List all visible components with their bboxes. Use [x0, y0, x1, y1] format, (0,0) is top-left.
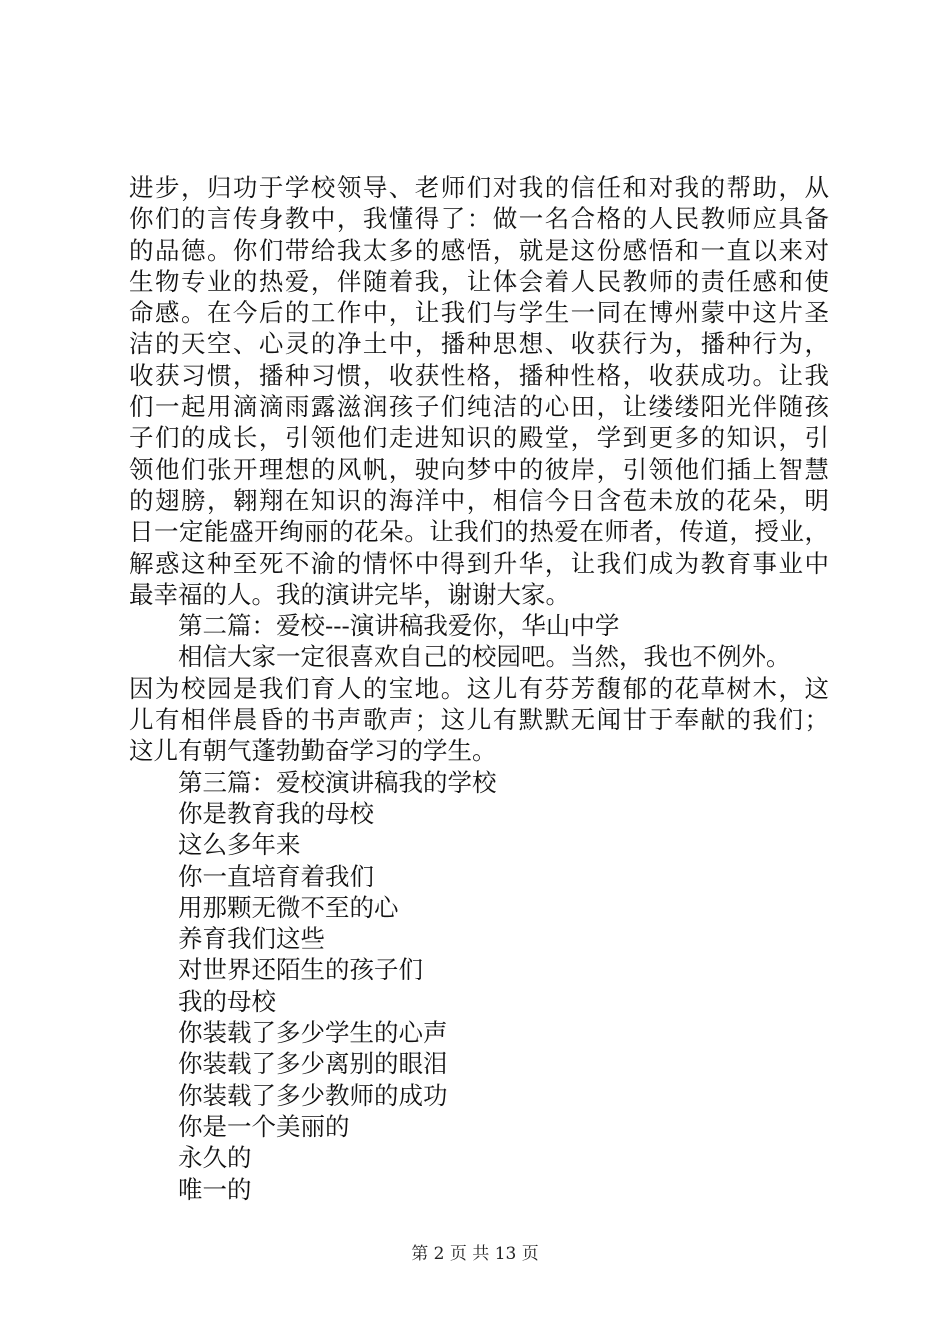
poem-line: 用那颗无微不至的心	[178, 892, 399, 922]
text-line: 洁的天空、心灵的净土中，播种思想、收获行为，播种行为，	[129, 329, 829, 359]
text-line: 子们的成长，引领他们走进知识的殿堂，学到更多的知识，引	[129, 423, 829, 453]
page-footer	[0, 1243, 950, 1265]
text-line: 最幸福的人。我的演讲完毕，谢谢大家。	[129, 579, 570, 609]
poem-line: 对世界还陌生的孩子们	[178, 955, 423, 985]
section-heading: 第二篇：爱校---演讲稿我爱你，华山中学	[178, 611, 620, 641]
poem-line: 这么多年来	[178, 830, 301, 860]
text-line: 日一定能盛开绚丽的花朵。让我们的热爱在师者，传道，授业，	[129, 517, 829, 547]
text-line: 儿有相伴晨昏的书声歌声；这儿有默默无闻甘于奉献的我们；	[129, 705, 829, 735]
text-line: 进步，归功于学校领导、老师们对我的信任和对我的帮助，从	[129, 173, 829, 202]
page-number-label: 第 2 页 共 13 页	[411, 1244, 539, 1264]
text-line: 的品德。你们带给我太多的感悟，就是这份感悟和一直以来对	[129, 235, 829, 265]
text-line: 相信大家一定很喜欢自己的校园吧。当然，我也不例外。	[178, 642, 791, 672]
poem-line: 唯一的	[178, 1174, 252, 1204]
text-line: 解惑这种至死不渝的情怀中得到升华，让我们成为教育事业中	[129, 548, 829, 578]
text-line: 你们的言传身教中，我懂得了：做一名合格的人民教师应具备	[129, 204, 829, 234]
poem-line: 你一直培育着我们	[178, 861, 374, 891]
poem-line: 我的母校	[178, 986, 276, 1016]
text-line: 生物专业的热爱，伴随着我，让体会着人民教师的责任感和使	[129, 266, 829, 296]
poem-line: 永久的	[178, 1143, 252, 1173]
poem-line: 养育我们这些	[178, 924, 325, 954]
poem-line: 你是一个美丽的	[178, 1111, 350, 1141]
poem-line: 你装载了多少离别的眼泪	[178, 1049, 448, 1079]
poem-line: 你装载了多少学生的心声	[178, 1018, 448, 1048]
document-body	[129, 172, 829, 1205]
text-line: 命感。在今后的工作中，让我们与学生一同在博州蒙中这片圣	[129, 298, 829, 328]
text-line: 因为校园是我们育人的宝地。这儿有芬芳馥郁的花草树木，这	[129, 673, 829, 703]
section-heading: 第三篇：爱校演讲稿我的学校	[178, 767, 497, 797]
poem-line: 你装载了多少教师的成功	[178, 1080, 448, 1110]
text-line: 领他们张开理想的风帆，驶向梦中的彼岸，引领他们插上智慧	[129, 454, 829, 484]
text-line: 这儿有朝气蓬勃勤奋学习的学生。	[129, 736, 497, 766]
poem-line: 你是教育我的母校	[178, 798, 374, 828]
text-line: 的翅膀，翱翔在知识的海洋中，相信今日含苞未放的花朵，明	[129, 485, 829, 515]
text-line: 们一起用滴滴雨露滋润孩子们纯洁的心田，让缕缕阳光伴随孩	[129, 392, 829, 422]
text-line: 收获习惯，播种习惯，收获性格，播种性格，收获成功。让我	[129, 360, 829, 390]
